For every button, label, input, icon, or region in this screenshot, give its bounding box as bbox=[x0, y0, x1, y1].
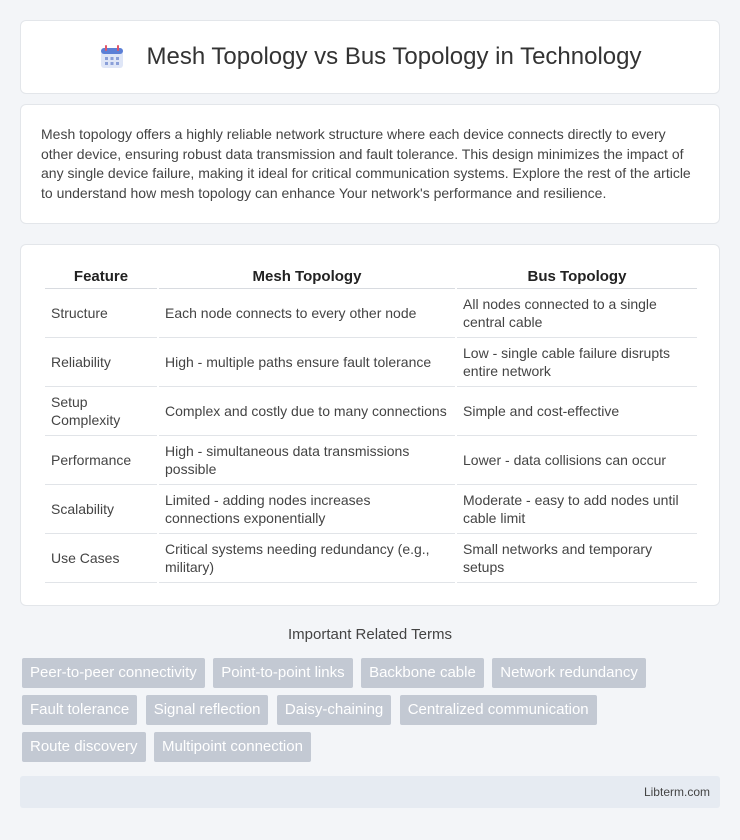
header-mesh: Mesh Topology bbox=[159, 265, 455, 289]
tag-fault-tolerance[interactable]: Fault tolerance bbox=[22, 695, 137, 725]
footer-site-link[interactable]: Libterm.com bbox=[643, 785, 710, 799]
tag-signal-reflection[interactable]: Signal reflection bbox=[146, 695, 269, 725]
row-bus: Lower - data collisions can occur bbox=[457, 436, 697, 485]
related-terms-title: Important Related Terms bbox=[288, 626, 452, 643]
row-mesh: High - simultaneous data transmissions possible bbox=[159, 436, 455, 485]
table-header-row bbox=[45, 265, 697, 289]
row-mesh: Complex and costly due to many connections bbox=[159, 387, 455, 436]
tag-route-discovery[interactable]: Route discovery bbox=[22, 732, 146, 762]
header-bus: Bus Topology bbox=[457, 265, 697, 289]
row-bus: Simple and cost-effective bbox=[457, 387, 697, 436]
row-bus: Moderate - easy to add nodes until cable limit bbox=[457, 485, 697, 534]
table-row bbox=[45, 436, 697, 485]
row-feature: Setup Complexity bbox=[45, 387, 157, 436]
table-row bbox=[45, 485, 697, 534]
row-mesh: Critical systems needing redundancy (e.g., military) bbox=[159, 534, 455, 583]
title-card bbox=[20, 20, 720, 94]
tag-centralized-communication[interactable]: Centralized communication bbox=[400, 695, 597, 725]
row-feature: Scalability bbox=[45, 485, 157, 534]
row-mesh: Limited - adding nodes increases connections exponentially bbox=[159, 485, 455, 534]
tag-daisy-chaining[interactable]: Daisy-chaining bbox=[277, 695, 391, 725]
row-mesh: High - multiple paths ensure fault tolerance bbox=[159, 338, 455, 387]
intro-text: Mesh topology offers a highly reliable network structure where each device connects directly to every other device, ensuring robust data transmission and fault tolerance. This design minimizes the impact of any single device failure, making it ideal for critical communication systems. Explore the rest of the article to understand how mesh topology can enhance Your network's performance and resilience. bbox=[41, 126, 691, 201]
table-row bbox=[45, 534, 697, 583]
table-row bbox=[45, 338, 697, 387]
row-feature: Use Cases bbox=[45, 534, 157, 583]
row-bus: All nodes connected to a single central cable bbox=[457, 289, 697, 338]
tag-network-redundancy[interactable]: Network redundancy bbox=[492, 658, 646, 688]
page-title: Mesh Topology vs Bus Topology in Technology bbox=[146, 43, 642, 70]
tag-peer-to-peer-connectivity[interactable]: Peer-to-peer connectivity bbox=[22, 658, 205, 688]
row-bus: Low - single cable failure disrupts entire network bbox=[457, 338, 697, 387]
row-feature: Performance bbox=[45, 436, 157, 485]
row-bus: Small networks and temporary setups bbox=[457, 534, 697, 583]
related-terms-tags bbox=[22, 658, 712, 769]
tag-backbone-cable[interactable]: Backbone cable bbox=[361, 658, 484, 688]
row-feature: Reliability bbox=[45, 338, 157, 387]
intro-card bbox=[20, 104, 720, 224]
row-feature: Structure bbox=[45, 289, 157, 338]
tag-multipoint-connection[interactable]: Multipoint connection bbox=[154, 732, 311, 762]
header-feature: Feature bbox=[45, 265, 157, 289]
comparison-table-card bbox=[20, 244, 720, 606]
row-mesh: Each node connects to every other node bbox=[159, 289, 455, 338]
calendar-grid-icon bbox=[99, 44, 125, 70]
tag-point-to-point-links[interactable]: Point-to-point links bbox=[213, 658, 352, 688]
footer bbox=[20, 776, 720, 808]
table-row bbox=[45, 289, 697, 338]
comparison-table bbox=[43, 265, 699, 583]
table-row bbox=[45, 387, 697, 436]
